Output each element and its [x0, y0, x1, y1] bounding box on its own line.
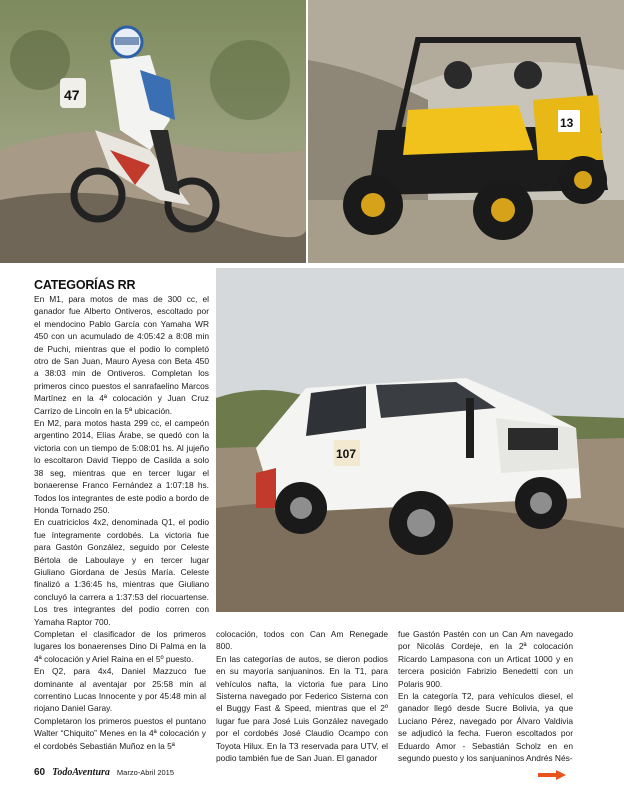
article-column-top	[34, 293, 209, 628]
paragraph: En cuatriciclos 4x2, denominada Q1, el podio fue íntegramente cordobés. La victoria fue para Gastón González, seguido por Celeste Bértola de Laboulaye y en tercer lugar Giuliano Giordana de Jesús María. Celeste finalizó a 1:36:45 hs, mientras que Giuliano concluyó la carrera a 1:37:53 del riocuartense. Los tres integrantes del podio corren con Yamaha Raptor 700.	[34, 517, 209, 627]
photo-pickup-truck	[216, 268, 624, 612]
section-heading: CATEGORÍAS RR	[34, 278, 136, 292]
paragraph: Completaron los primeros puestos el puntano Walter “Chiquito” Menes en la 4ª colocación y el cordobés Sebastián Muñoz en la 5ª	[34, 715, 206, 751]
utv-race-number: 13	[560, 116, 574, 130]
paragraph: En Q2, para 4x4, Daniel Mazzuco fue dominante al aventajar por 25:58 min al correntino Lucas Innocente y por 45:48 min al riojano Daniel Garay.	[34, 666, 206, 714]
paragraph: fue Gastón Pastén con un Can Am navegado por Nicolás Cordeje, en la 2ª colocación Ricardo Lampasona con un Articat 1000 y en tercera posición Fabrizio Benedetti con un Polaris 900.	[398, 629, 573, 689]
magazine-logo: TodoAventura	[52, 767, 110, 778]
article-column-2	[216, 628, 388, 764]
paragraph: colocación, todos con Can Am Renegade 800.	[216, 629, 388, 652]
paragraph: En las categorías de autos, se dieron podios en su mayoría sanjuaninos. En la T1, para vehículos nafta, la victoria fue para Lino Sisterna navegado por Federico Sisterna con el Buggy Fast & Speed, mientras que el 2º lugar fue para José Luis González navegado por el cordobés José Claudio Ocampo con Toyota Hilux. En la T3 reservada para UTV, el podio también fue de San Juan. El ganador	[216, 653, 388, 764]
article-column-1	[34, 628, 206, 752]
page-footer	[34, 767, 174, 781]
next-page-arrow-icon	[538, 770, 566, 780]
paragraph: En M2, para motos hasta 299 cc, el campeón argentino 2014, Elías Árabe, se quedó con la victoria con un tiempo de 5:08:01 hs. Al jujeño lo escoltaron David Tieppo de Casilda a solo 38 seg, mientras que en tercer lugar el bonaerense Franco Fernández a 1:07:18 hs. Todos los integrantes de este podio a bordo de Honda Tornado 250.	[34, 418, 209, 515]
paragraph: En la categoría T2, para vehículos diesel, el ganador llegó desde Sucre Bolivia, ya que Luciano Pérez, navegado por Álvaro Valdivia se adjudicó la fecha. Fueron escoltados por Eduardo Amor - Sebastián Scholz en en segundo puesto y los sanjuaninos Andrés Nés-	[398, 691, 573, 764]
page-number: 60	[34, 767, 46, 778]
moto-race-number: 47	[64, 87, 80, 103]
article-column-3	[398, 628, 573, 764]
photo-utv	[308, 0, 624, 263]
issue-date: Marzo-Abril 2015	[116, 768, 175, 777]
photo-motorcycle	[0, 0, 306, 263]
paragraph: En M1, para motos de mas de 300 cc, el ganador fue Alberto Ontiveros, escoltado por el mendocino Pablo García con Yamaha WR 450 con un acumulado de 4:05:42 a 8:08 min de Puchi, mientras que el podio lo completó otro de San Juan, Mauro Ayesa con Beta 450 a 38:03 min de Ontiveros. Completan los primeros cinco puestos el sanrafaelino Marcos Martínez en la 4ª colocación y Juan Cruz Carrizo de Lincoln en la 5ª ubicación.	[34, 294, 209, 416]
paragraph: Completan el clasificador de los primeros lugares los bonaerenses Dino Di Palma en la 4ª colocación y Ariel Raina en el 5º puesto.	[34, 629, 206, 664]
truck-race-number: 107	[336, 447, 357, 461]
